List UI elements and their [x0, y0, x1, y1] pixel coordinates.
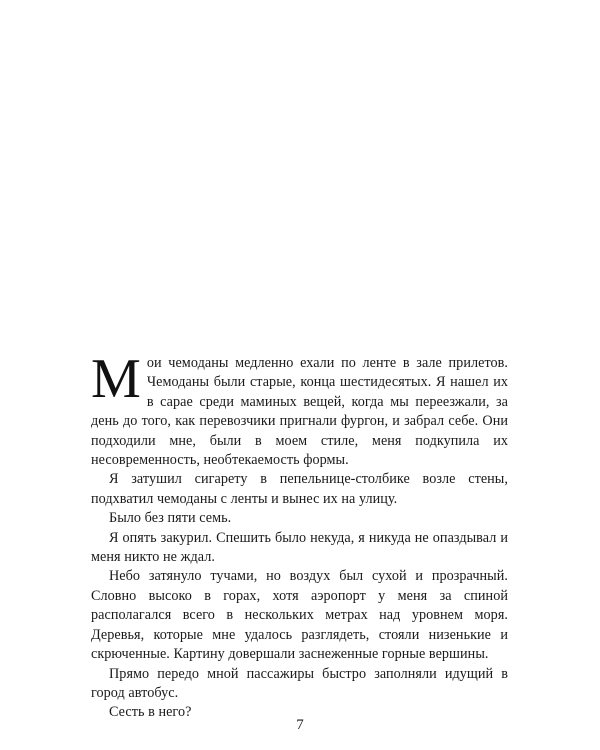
page-number: 7: [296, 717, 304, 733]
paragraph-smoking: Я опять закурил. Спешить было некуда, я никуда не опаздывал и меня никто не ждал.: [91, 529, 508, 566]
paragraph-ashtray: Я затушил сигарету в пепельнице-столбике возле стены, подхватил чемоданы с ленты и вынес их на улицу.: [91, 471, 508, 507]
paragraph-sky: Небо затянуло тучами, но воздух был сухой и прозрачный. Словно высоко в горах, хотя аэропорт у меня за спиной располагался всего в нескольких метрах над уровнем моря. Деревья, которые мне удалось разглядеть, стояли низенькие и скрюченные. Картину довершали заснеженные горные вершины.: [91, 568, 508, 663]
paragraph-bus: Прямо передо мной пассажиры быстро заполняли идущий в город автобус.: [91, 665, 508, 701]
chapter-text: [91, 348, 508, 723]
paragraph-time: Было без пяти семь.: [109, 510, 232, 527]
first-paragraph-text: ои чемоданы медленно ехали по ленте в зале прилетов. Чемоданы были старые, конца шестидесятых. Я нашел их в сарае среди маминых вещей, когда мы переезжали, за день до того, как перевозчики пригнали фургон, и забрал себе. Они подходили мне, были в моем стиле, меня подкупила их несовременность, необтекаемость формы.: [91, 355, 508, 469]
first-paragraph: [91, 348, 508, 470]
paragraph-question: Сесть в него?: [109, 704, 192, 721]
drop-cap-letter: М: [91, 348, 141, 410]
